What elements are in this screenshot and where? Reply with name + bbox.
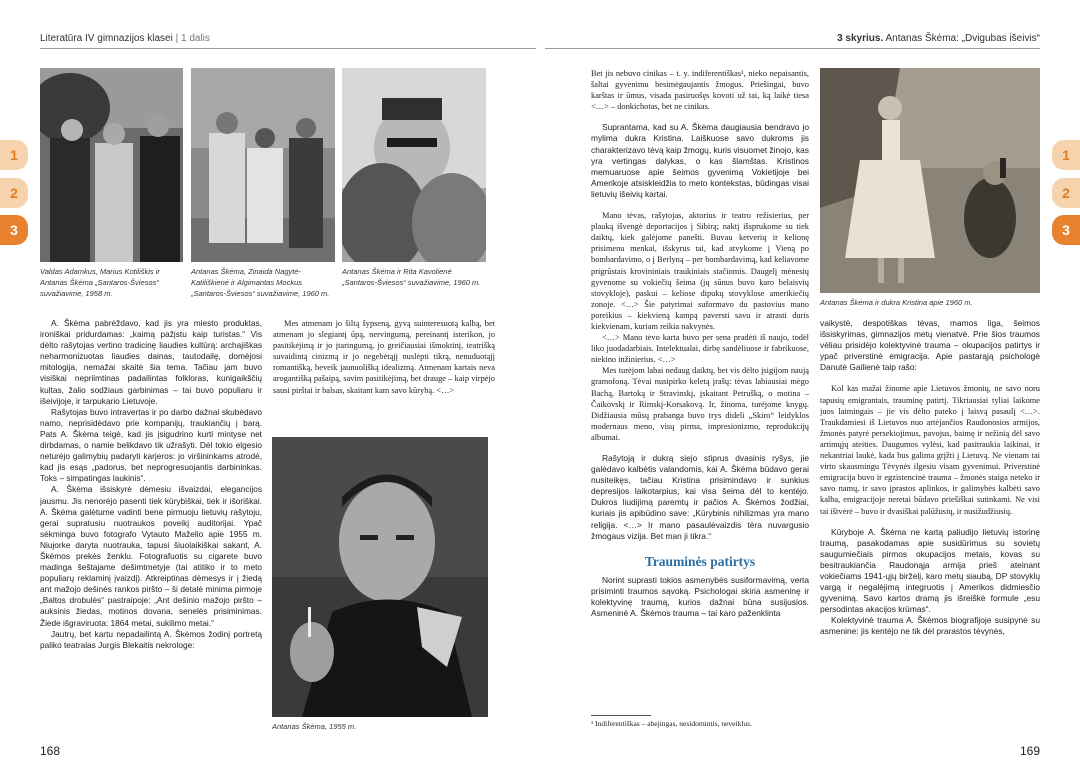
paragraph: Kūryboje A. Škėma ne kartą paliudijo lietuvių istorinę traumą, pasakodamas apie susidūrimus su sovietų saugumiečiais pirmos okupacijos metais, kovas su besitraukiančia Raudonąja armija prieš ateinant vokiečiams 1941-ųjų birželį, karo metų siaubą, DP stovyklų vargą ir negalėjimą integruotis į Amerikos didmiesčio gyvenimą. Savo kartos dramą jis išreiškė formule „esu persodintas akacijos krūmas“. — [820, 526, 1040, 615]
tab-3-right[interactable]: 3 — [1052, 215, 1080, 245]
quote-kristina-3: Mes turėjom labai nedaug daiktų, bet vis dėlto įsigijom naują gramofoną. Tėvai nusipirko keletą įrašų: tėvas labiausiai mėgo Bachą, Bartoką ir Stravinskį, įskaitant Petrušką, o motina – Čaikovskį ir Rimskį-Korsakovą. Ir, žinoma, turėjome knygų. Didžiausia mūsų prabanga buvo trys dideli „Skiro“ leidyklos modernaus meno, visų pirma, impresionizmo, reprodukcijų albumai. — [591, 366, 809, 442]
footnote-rule — [591, 715, 651, 716]
photo-skema-portrait-1955 — [272, 437, 488, 717]
chapter-title: Antanas Škėma: „Dvigubas išeivis“ — [885, 33, 1040, 44]
quote-kristina: Mano tėvas, rašytojas, aktorius ir teatro režisierius, per plauką išvengė deportacijos į Sibirą; naktį išsprukome su tiek daiktų, kiek galėjome panešti. Buvau ketverių ir kelionę prisimenu menkai, išskyrus tai, kad atvykome į Vieną po bombardavimo, o į Berlyną – per bombardavimą, kad keliavome prigrūstais krovininiais traukiniais stačiomis. Daugelį mėnesių gyvenome su vokiečių šeima (jų sūnus buvo karo belaisvių stovykloje), paskui – keliose dipukų stovyklose amerikiečių zonoje. <…> Šie patyrimai suformavo du pastovius mano poreikius – kiekvieną kampą paversti savu ir atrasti duris kiekvienam, kuriam reikia nakvynės. — [591, 211, 809, 331]
caption-photo-4: Antanas Škėma, 1955 m. — [272, 722, 357, 731]
paragraph: Kolektyvinė trauma A. Škėmos biografijoje susipynė su asmenine: jis kentėjo ne tik dėl prarastos tėvynės, — [820, 615, 1040, 637]
footnote: ¹ Indiferentiškas – abejingas, nesidomintis, neveiklus. — [591, 719, 752, 728]
header-rule-left — [40, 48, 536, 49]
paragraph: Suprantama, kad su A. Škėma daugiausia bendravo jo mylima dukra Kristina. Laiškuose savo dukroms jis charakterizavo tėvą kaip žmogų, kuris visuomet žinojo, kas yra vertingas dalykas, o kas šlamštas. Kristinos memuaruose apie šeimos gyvenimą Vokietijoje bei Amerikoje atsiskleidžia to meto kontekstas, būdingas visai lietuvių išeivių kartai. — [591, 122, 809, 199]
tab-1-left[interactable]: 1 — [0, 140, 28, 170]
quote-kristina-2: <…> Mano tėvo karta buvo per sena pradėti iš naujo, todėl liko juodadarbiais. Intelektualai, dirbę sandėliuose ir fabrikuose, niekino inžinierius. <…> — [591, 333, 809, 365]
section-heading: Trauminės patirtys — [644, 553, 756, 569]
quote-gailiene: Kol kas mažai žinome apie Lietuvos žmonių, ne savo noru tapusių emigrantais, trauminę patirtį. Tikriausiai tyliai laikome juos laimingais – jie vis dėlto pateko į laisvą pasaulį <…>. Traukdamiesi iš Lietuvos nuo artėjančios Raudonosios armijos, žmonės patyrė persekiojimus, pavojus, baimę ir nežinią dėl savo artimųjų ateities. Daugumos vylėsi, kad pasitraukia laikinai, ir nekantriai laukė, kada bus galima grįžti į Lietuvą. Ne vienam tai virto skausmingu Tėvynės ilgesiu visam gyvenimui. Priverstinė emigracija buvo ir egzistencinė trauma – žmonės staiga neteko ir savo namų, ir savo įprastos aplinkos, ir galimybės kalbėti savo kalba, emigracijoje neretai būdavo priešiškai sutinkami. Ne visi tai ištvėrė – buvo ir dvasiškai palūžusių, ir nusižudžiusių. — [820, 384, 1040, 516]
chapter-number: 3 skyrius. — [837, 33, 884, 44]
paragraph: Jautrų, bet kartu nepadailintą A. Škėmos žodinį portretą paliko teatralas Jurgis Blekaitis nekrologe: — [40, 628, 262, 650]
header-left — [40, 33, 210, 44]
photo-skema-kavoliene — [342, 68, 486, 262]
tab-1-right[interactable]: 1 — [1052, 140, 1080, 170]
book-part: | 1 dalis — [175, 33, 210, 44]
photo-adamkus-kotiliskis-skema — [40, 68, 183, 262]
caption-photo-1: Valdas Adamkus, Marius Kotiliškis ir Antanas Škėma „Santaros-Šviesos“ suvažiavime, 1958 m. — [40, 267, 160, 298]
paragraph: Rašytojas buvo intravertas ir po darbo dažnai skubėdavo namo, neprisidėdavo prie kompanijų, traukiančių į barą. Pats A. Škėma teigė, kad jis įsigudrino kurti mintyse net dirbdamas, o namie belikdavo tik užrašyti. Dėl tokio elgesio neturėjo galimybių padaryti karjeros: jo viršininkams atrodė, kad jis esąs „padorus, bet neprogresuojantis darbininkas. Toks – simpatingas laukinis“. — [40, 406, 262, 484]
paragraph: Bet jis nebuvo cinikas – t. y. indiferentiškas¹, nieko nepaisantis, šaltai gyvenimu besimėgaujantis žmogus. Priešingai, buvo karštas ir ūmus, visada pasiruošęs kovoti už tai, ką laikė tiesa <…> – donkichotas, bet ne cinikas. — [591, 69, 809, 112]
tab-3-left[interactable]: 3 — [0, 215, 28, 245]
header-rule-right — [545, 48, 1040, 49]
caption-photo-3: Antanas Škėma ir Rita Kavolienė „Santaros-Šviesos“ suvažiavime, 1960 m. — [342, 267, 481, 287]
quote-blekaitis: Mes atmenam jo šiltą šypseną, gyvą suinteresuotą kalbą, bet atmenam jo slegiantį ūpą, nervingumą, pereinantį isterikon, jo pasitikėjimą ir jo įtaringumą, jo greičiausiai išmoktinį, teatrišką suvaidintą cinizmą ir jo negebėtąjį nuslėpti tikrą, nenuduotąjį romantišką, beveik jaunuolišką idealizmą. Atmenam kartais neva arogantišką pašaipą, savim pasitikėjimą, bet drauge – kaip virpėjo sausi pirštai ir balsas, skaitant kam savo kūrybą. <…> — [273, 319, 495, 395]
caption-photo-2: Antanas Škėma, Zinaida Nagytė-Katiliškienė ir Algimantas Mockus „Santaros-Šviesos“ suvažiavime, 1960 m. — [191, 267, 330, 298]
paragraph: Rašytoją ir dukrą siejo stiprus dvasinis ryšys, jie galėdavo kalbėtis valandomis, kai A. Škėma būdavo gerai nusiteikęs, tačiau Kristina prisimindavo ir sunkius depresijos laikotarpius, kai visa šeima dėl to kentėjo. Dukros liudijimą paremtų ir pačios A. Škėmos žodžiai, kuriais jis apibūdino save: „Kūrybinis nihilizmas yra mano religija. <…> Ir mano pasaulėvaizdis tėra nuvargusio žmogaus vizija. Bet man ji tikra.“ — [591, 453, 809, 541]
column-right-2 — [820, 318, 1040, 734]
paragraph: A. Škėma išsiskyrė dėmesiu išvaizdai, elegancijos jausmu. Jis nenorėjo pasenti tiek kūrybiškai, tiek ir išoriškai. A. Škėma galėtume vadinti bene pirmuoju lietuvių rašytoju, gerai supratusiu nuotraukos poveikį auditorijai. Ypač sėkminga buvo fotografo Vytauto Maželio apie 1955 m. Niujorke daryta nuotrauka, tapusi šiuolaikiškai sakant, A. Škėmos prekės ženklu. Fotografuotis su cigarete buvo madinga šeštajame dešimtmetyje (tai atitiko ir to meto populiarų reklaminį įvaizdį). Atkreiptinas dėmesys ir į žiedą ant mažojo dešinės rankos piršto – ši detalė minima pirmoje „Baltos drobulės“ pastraipoje: „Ant dešinio mažojo piršto – auksinis žiedas, motinos dovana, senelės prisiminimas. Žiede išgraviruota: 1864 metai, sukilimo metai.“ — [40, 484, 262, 628]
tab-2-left[interactable]: 2 — [0, 178, 28, 208]
photo-skema-and-kristina — [820, 68, 1040, 293]
column-left-1 — [40, 318, 262, 726]
page-number-left: 168 — [40, 744, 61, 758]
column-left-2-quote — [273, 318, 495, 418]
paragraph: Norint suprasti tokios asmenybės susiformavimą, verta prisiminti traumos sąvoką. Psichologai skiria asmeninę ir kolektyvinę traumą, kurios dažnai būna susijusios. Asmeninė A. Škėmos trauma – tai karo paženklinta — [591, 574, 809, 619]
book-title: Literatūra IV gimnazijos klasei — [40, 33, 173, 44]
paragraph: vaikystė, despotiškas tėvas, mamos liga, šeimos išsiskyrimas, gimnazijos metų vienatvė. Prie šios traumos vėliau prisidėjo kolektyvinė trauma – okupacijos patirtys ir ypač priverstinė emigracija. Apie pastarąją psichologė Danutė Gailienė taip rašo: — [820, 318, 1040, 373]
tab-2-right[interactable]: 2 — [1052, 178, 1080, 208]
header-right — [837, 33, 1040, 44]
page-number-right: 169 — [1019, 744, 1040, 758]
paragraph: A. Škėma pabrėždavo, kad jis yra miesto produktas, ironiškai pridurdamas: „kaimą pažįstu kaip turistas.“ Vis dėlto rašytojas vertino tradicinę liaudies kultūrą: archajiškas neharmonizuotas liaudies dainas, tautodailę, domėjosi mitologija, nemažai skaitė šia tema. Tačiau jam buvo visiškai nepriimtinas padailintas folkloras, kunigaikščių kultas, žalio sodžiaus garbinimas – tai buvo populiaru ir išeivijoje, ir tarpukario Lietuvoje. — [40, 318, 262, 406]
column-right-1 — [591, 68, 809, 713]
photo-skema-nagyte-mockus — [191, 68, 335, 262]
caption-photo-5: Antanas Škėma ir dukra Kristina apie 1960 m. — [820, 298, 973, 307]
